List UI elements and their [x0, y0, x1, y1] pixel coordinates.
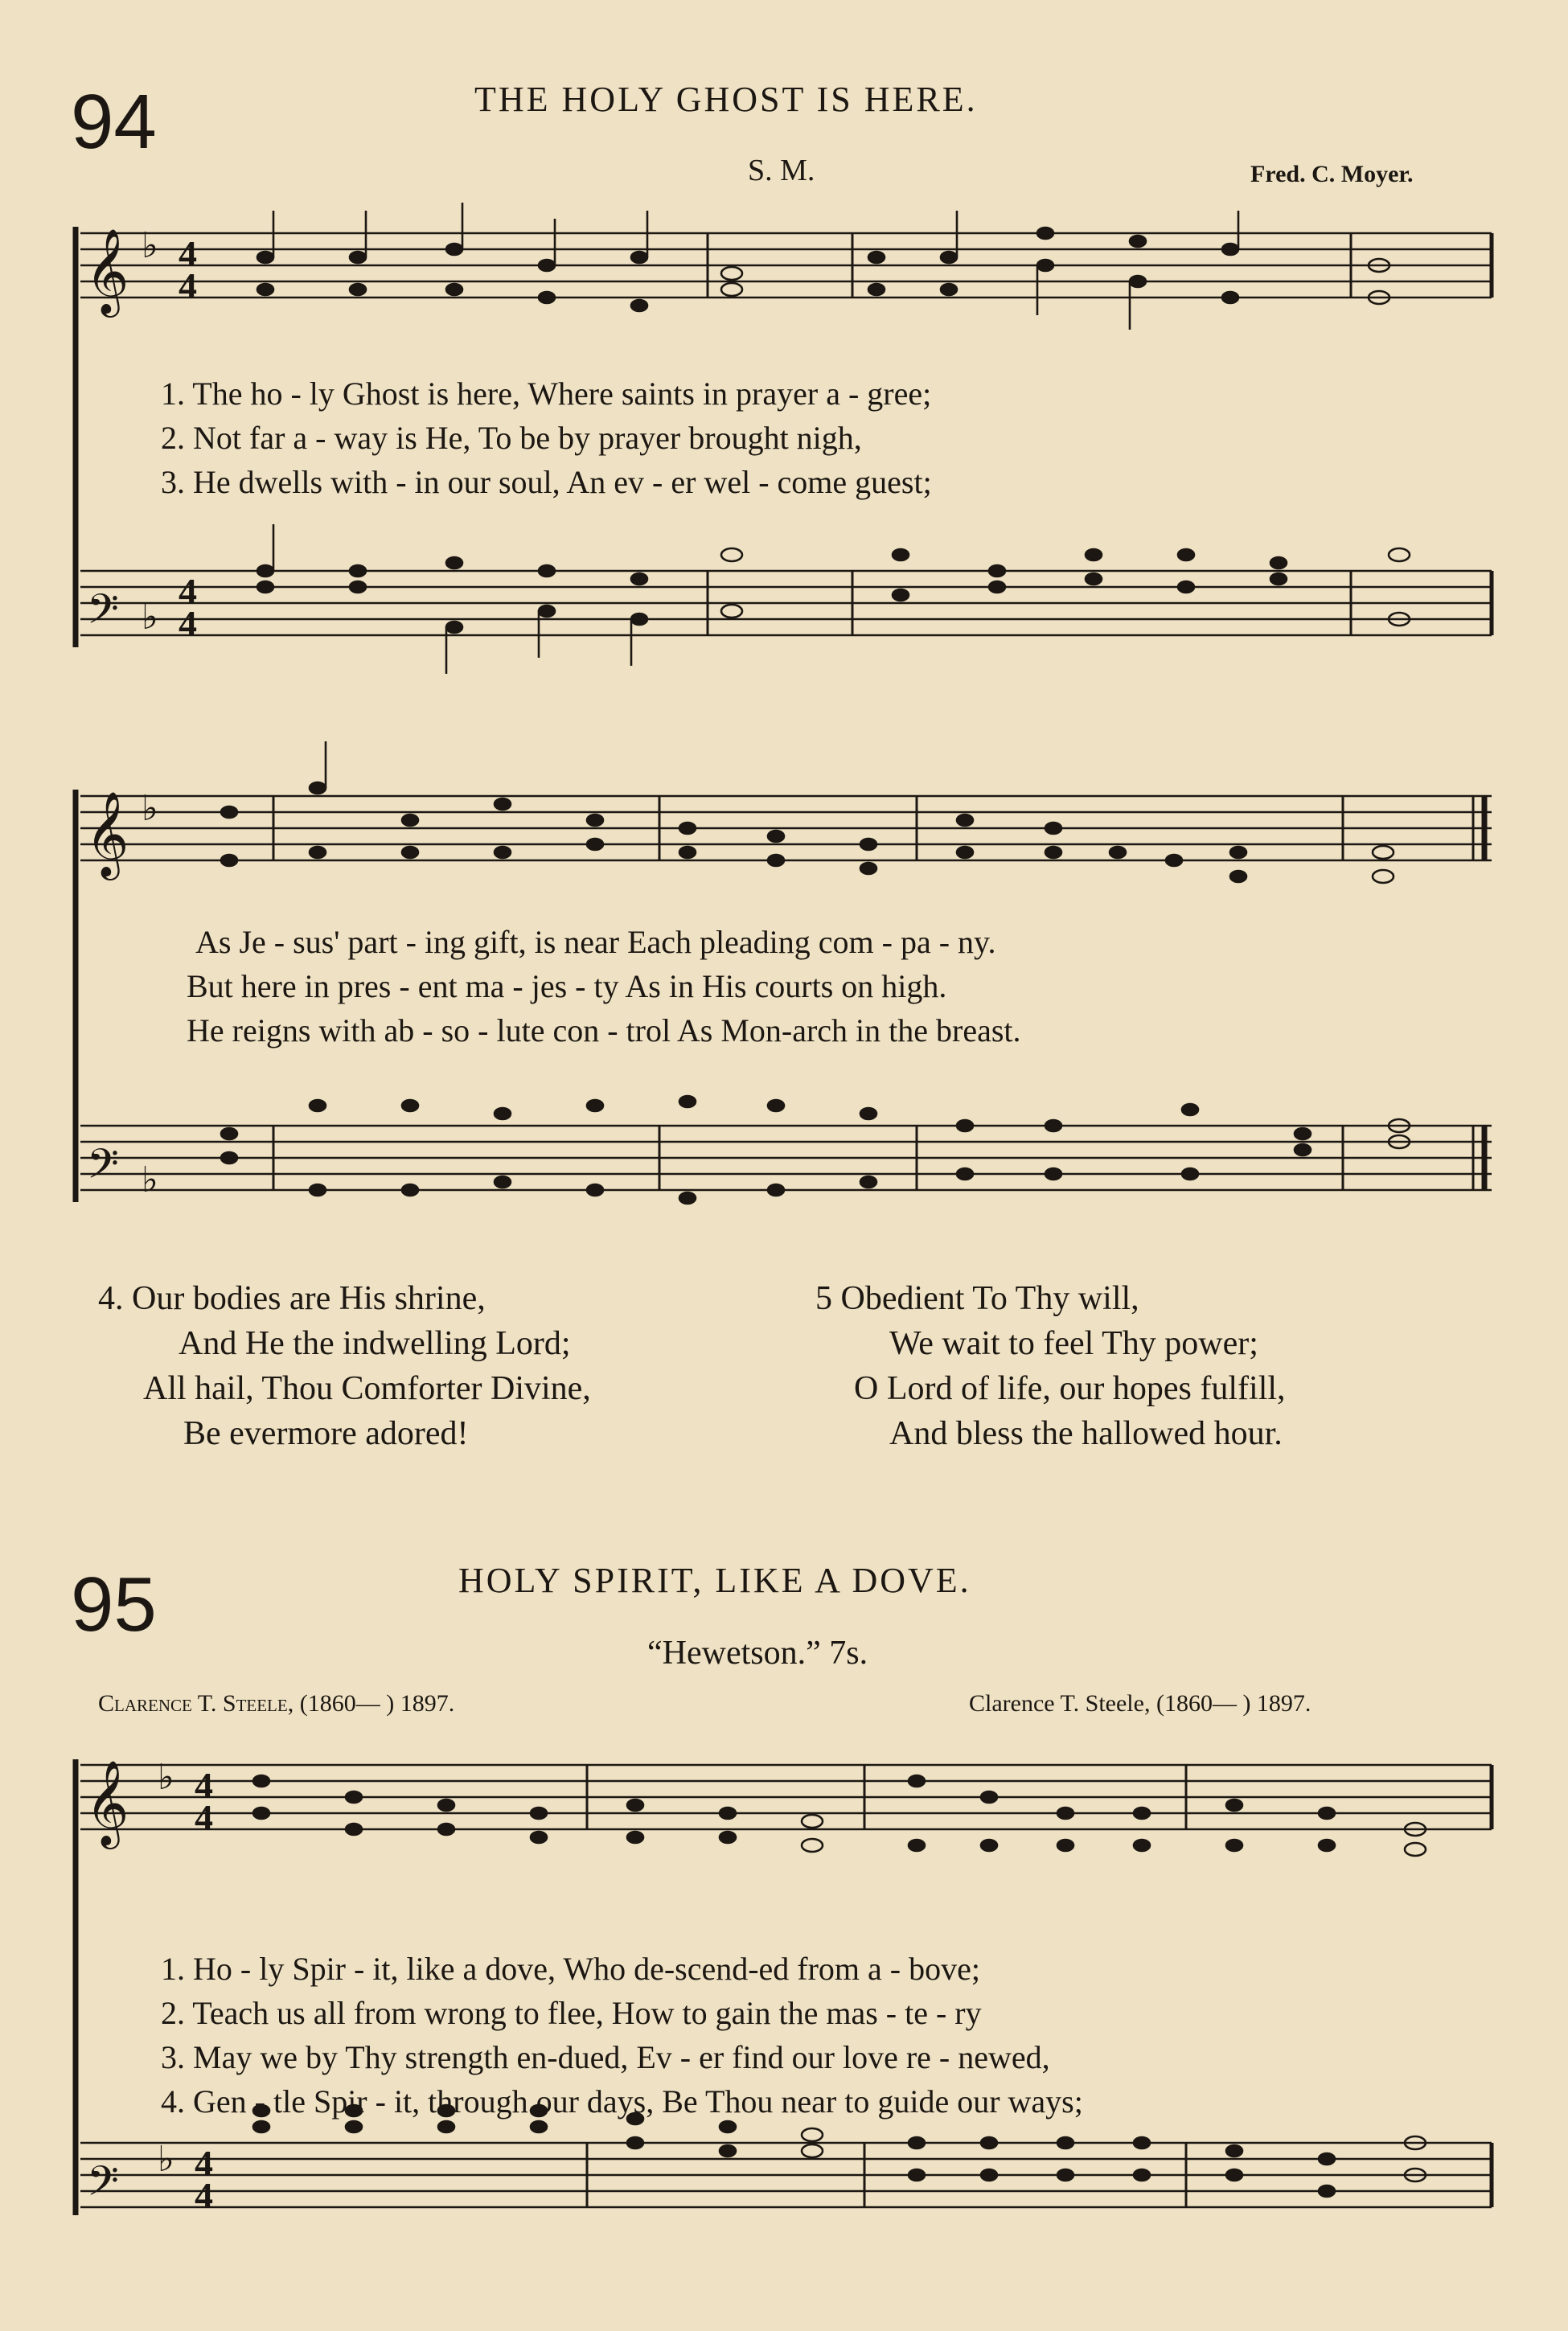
composer-credit: Clarence T. Steele, (1860— ) 1897.	[969, 1690, 1311, 1717]
flat-icon: ♭	[142, 1159, 158, 1200]
treble-clef-icon: 𝄞	[85, 1759, 129, 1845]
lyric-line: 2. Teach us all from wrong to flee, How to gain the mas - te - ry	[161, 1995, 982, 2031]
hymn-number: 95	[71, 1562, 157, 1648]
svg-text:4: 4	[179, 265, 197, 306]
bass-clef-icon: 𝄢	[87, 585, 119, 643]
lyric-line: But here in pres - ent ma - jes - ty As in His courts on high.	[187, 968, 947, 1004]
lyric-line: 3. May we by Thy strength en-dued, Ev - er find our love re - newed,	[161, 2039, 1050, 2075]
svg-text:4: 4	[179, 603, 197, 644]
lyric-line: As Je - sus' part - ing gift, is near Each pleading com - pa - ny.	[195, 924, 996, 960]
lyric-line: 1. Ho - ly Spir - it, like a dove, Who de-scend-ed from a - bove;	[161, 1951, 980, 1987]
svg-text:4: 4	[195, 2175, 213, 2216]
hymn-title: HOLY SPIRIT, LIKE A DOVE.	[458, 1561, 971, 1600]
svg-text:4: 4	[195, 2143, 213, 2184]
flat-icon: ♭	[158, 2139, 174, 2180]
flat-icon: ♭	[158, 1757, 174, 1798]
svg-text:4: 4	[195, 1765, 213, 1806]
composer-credit: Fred. C. Moyer.	[1250, 161, 1414, 187]
hymn-title: THE HOLY GHOST IS HERE.	[474, 80, 978, 119]
bass-clef-icon: 𝄢	[87, 1139, 119, 1198]
lyric-line: 4. Gen - tle Spir - it, through our days, Be Thou near to guide our ways;	[161, 2083, 1083, 2120]
lyric-line: 1. The ho - ly Ghost is here, Where saints in prayer a - gree;	[161, 376, 932, 412]
lyric-line: 3. He dwells with - in our soul, An ev - er wel - come guest;	[161, 464, 932, 500]
stanza-4: 4. Our bodies are His shrine, And He the indwelling Lord; All hail, Thou Comforter Divine, Be evermore adored!	[98, 1280, 591, 1452]
flat-icon: ♭	[142, 225, 158, 266]
treble-clef-icon: 𝄞	[85, 228, 129, 314]
svg-text:4: 4	[195, 1797, 213, 1838]
tune-name: “Hewetson.” 7s.	[647, 1635, 868, 1672]
flat-icon: ♭	[142, 788, 158, 829]
author-credit: Clarence T. Steele, (1860— ) 1897.	[98, 1690, 455, 1717]
hymn-number: 94	[71, 79, 157, 165]
lyric-line: He reigns with ab - so - lute con - trol As Mon-arch in the breast.	[187, 1012, 1021, 1049]
staff-lines	[80, 233, 1492, 298]
hymn-meter: S. M.	[748, 154, 815, 187]
treble-clef-icon: 𝄞	[85, 790, 129, 876]
stanza-5: 5 Obedient To Thy will, We wait to feel Thy power; O Lord of life, our hopes fulfill, And bless the hallowed hour.	[815, 1280, 1286, 1452]
lyric-line: 2. Not far a - way is He, To be by prayer brought nigh,	[161, 420, 862, 456]
svg-text:4: 4	[179, 233, 197, 274]
flat-icon: ♭	[142, 597, 158, 638]
svg-text:4: 4	[179, 571, 197, 612]
bass-clef-icon: 𝄢	[87, 2157, 119, 2215]
